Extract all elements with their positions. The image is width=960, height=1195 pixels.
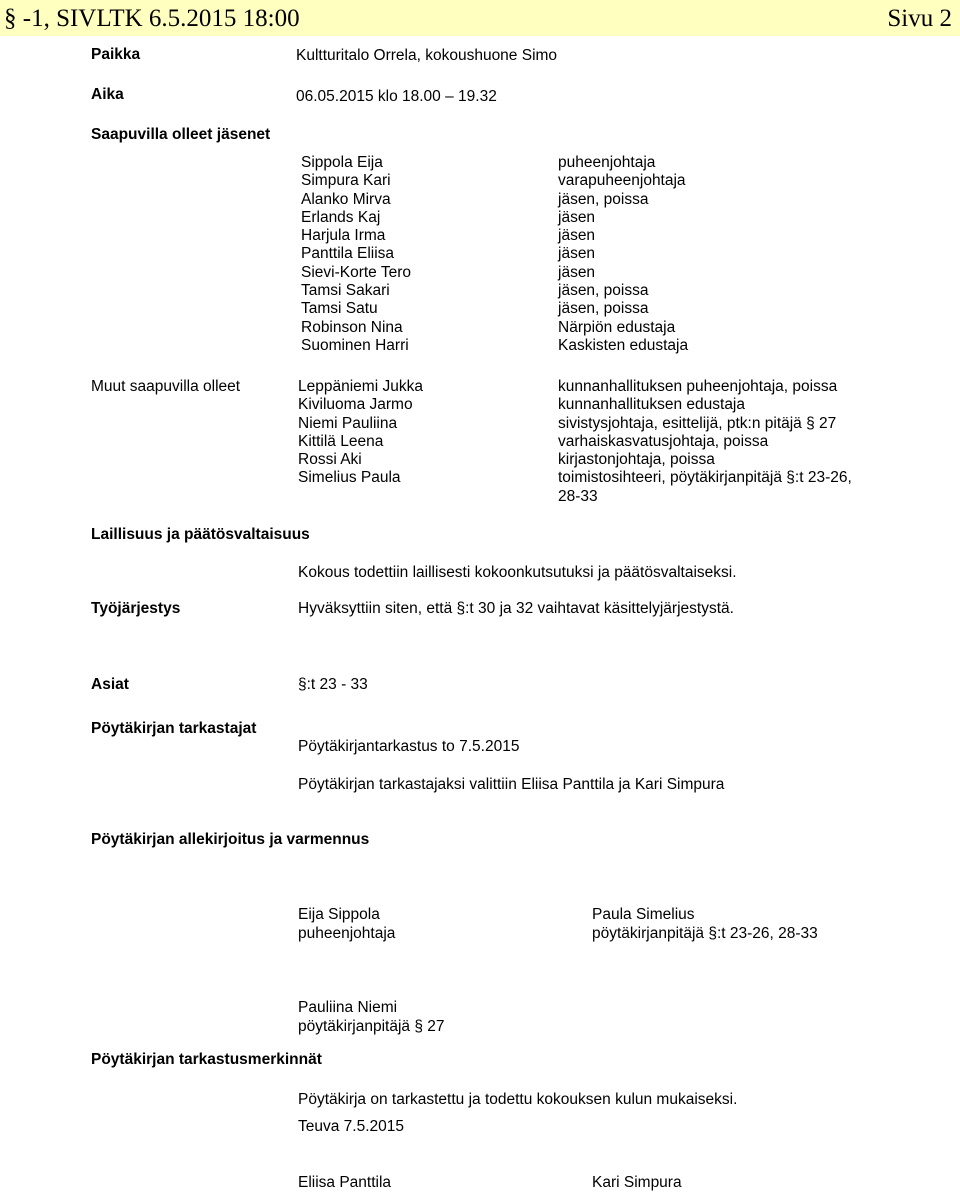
tarkastus-date: Pöytäkirjantarkastus to 7.5.2015 (298, 738, 520, 755)
signature-name-chair: Eija Sippola (298, 906, 380, 923)
muut-label: Muut saapuvilla olleet (91, 378, 241, 395)
member-role: Kaskisten edustaja (558, 336, 689, 354)
allekirjoitus-label: Pöytäkirjan allekirjoitus ja varmennus (91, 831, 370, 848)
member-role: jäsen, poissa (558, 300, 649, 318)
other-name: Kiviluoma Jarmo (298, 396, 413, 414)
member-name: Suominen Harri (301, 336, 409, 354)
other-role: kunnanhallituksen puheenjohtaja, poissa (558, 378, 838, 395)
other-name: Kittilä Leena (298, 432, 384, 450)
tarkastusmerkinnat-label: Pöytäkirjan tarkastusmerkinnät (91, 1051, 322, 1068)
other-name: Rossi Aki (298, 451, 362, 469)
member-name: Tamsi Satu (301, 300, 378, 318)
checker-name-2: Kari Simpura (592, 1174, 682, 1191)
tarkastajat-text: Pöytäkirjan tarkastajaksi valittiin Eliisa Panttila ja Kari Simpura (298, 776, 725, 793)
member-name: Simpura Kari (301, 172, 391, 190)
member-name: Panttila Eliisa (301, 245, 395, 263)
member-role: puheenjohtaja (558, 154, 656, 171)
signature-name-clerk: Pauliina Niemi (298, 999, 398, 1016)
laillisuus-text: Kokous todettiin laillisesti kokoonkutsutuksi ja päätösvaltaiseksi. (298, 564, 737, 581)
members-roles (558, 154, 688, 355)
signature-role-chair: puheenjohtaja (298, 925, 396, 942)
paikka-label: Paikka (91, 46, 141, 63)
member-role: jäsen (558, 263, 596, 281)
laillisuus-label: Laillisuus ja päätösvaltaisuus (91, 526, 310, 543)
asiat-label: Asiat (91, 676, 129, 693)
signature-role-secretary: pöytäkirjanpitäjä §:t 23-26, 28-33 (592, 925, 818, 942)
member-name: Sippola Eija (301, 154, 383, 171)
member-role: jäsen (558, 227, 596, 245)
member-role: jäsen (558, 208, 596, 226)
member-name: Erlands Kaj (301, 208, 381, 226)
other-name: Simelius Paula (298, 469, 401, 487)
saapuvilla-label: Saapuvilla olleet jäsenet (91, 126, 271, 143)
checker-name-1: Eliisa Panttila (298, 1174, 392, 1191)
page-header (0, 0, 960, 36)
member-name: Robinson Nina (301, 318, 403, 336)
header-title: § -1, SIVLTK 6.5.2015 18:00 (4, 5, 300, 32)
aika-value: 06.05.2015 klo 18.00 – 19.32 (296, 88, 497, 105)
member-role: jäsen, poissa (558, 282, 649, 300)
paikka-value: Kultturitalo Orrela, kokoushuone Simo (296, 47, 558, 64)
tyojarjestys-text: Hyväksyttiin siten, että §:t 30 ja 32 vaihtavat käsittelyjärjestystä. (298, 600, 734, 617)
others-roles (558, 378, 852, 506)
member-role: varapuheenjohtaja (558, 172, 686, 190)
member-name: Alanko Mirva (301, 190, 391, 208)
members-names (301, 154, 411, 355)
tarkastajat-label: Pöytäkirjan tarkastajat (91, 720, 257, 737)
other-role: sivistysjohtaja, esittelijä, ptk:n pitäjä § 27 (558, 414, 837, 432)
member-name: Sievi-Korte Tero (301, 263, 411, 281)
other-role: kirjastonjohtaja, poissa (558, 451, 715, 469)
member-role: Närpiön edustaja (558, 318, 676, 336)
member-name: Tamsi Sakari (301, 282, 390, 300)
signature-role-clerk: pöytäkirjanpitäjä § 27 (298, 1018, 445, 1035)
aika-label: Aika (91, 86, 124, 103)
other-role: kunnanhallituksen edustaja (558, 396, 745, 414)
other-role: toimistosihteeri, pöytäkirjanpitäjä §:t 23-26, (558, 469, 852, 487)
tarkastusmerkinnat-text: Pöytäkirja on tarkastettu ja todettu kokouksen kulun mukaiseksi. (298, 1091, 738, 1108)
other-role: 28-33 (558, 487, 598, 505)
tyojarjestys-label: Työjärjestys (91, 600, 181, 617)
asiat-value: §:t 23 - 33 (298, 676, 368, 693)
member-name: Harjula Irma (301, 227, 386, 245)
other-name: Leppäniemi Jukka (298, 378, 423, 395)
place-date: Teuva 7.5.2015 (298, 1118, 405, 1135)
other-role: varhaiskasvatusjohtaja, poissa (558, 432, 769, 450)
page-number: Sivu 2 (887, 5, 952, 32)
others-names (298, 378, 423, 488)
member-role: jäsen, poissa (558, 190, 649, 208)
member-role: jäsen (558, 245, 596, 263)
other-name: Niemi Pauliina (298, 414, 398, 432)
signature-name-secretary: Paula Simelius (592, 906, 695, 923)
